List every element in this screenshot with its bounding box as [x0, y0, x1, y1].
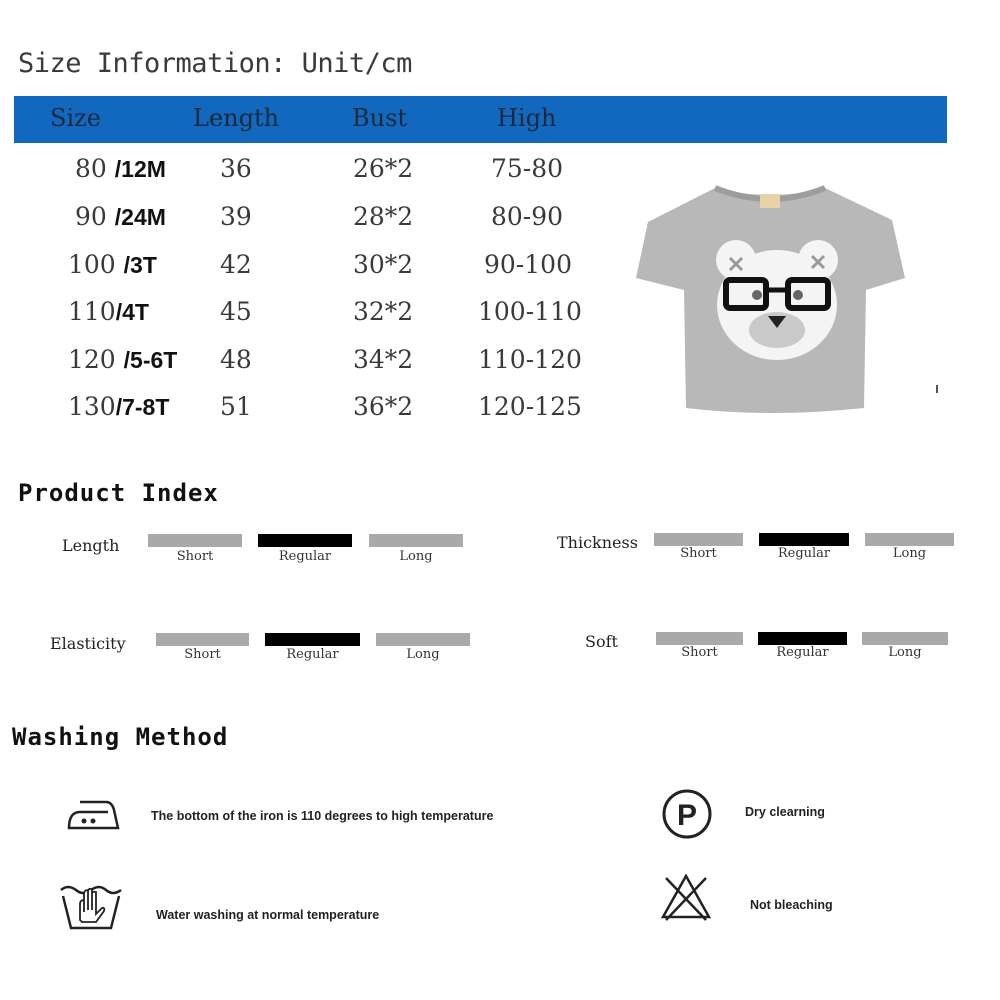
size-value: 100: [68, 250, 116, 279]
size-info-title: Size Information: Unit/cm: [18, 48, 412, 79]
row-size: [68, 297, 149, 326]
index-option-regular: Regular: [286, 647, 339, 662]
product-index-title: Product Index: [18, 479, 219, 507]
size-value: 90: [75, 202, 107, 231]
row-size: [68, 392, 169, 421]
row-bust: 34*2: [353, 345, 414, 374]
row-size: [75, 154, 166, 183]
row-length: 36: [220, 154, 252, 183]
index-label-length: Length: [62, 536, 120, 555]
index-option-long: Long: [888, 645, 922, 660]
row-size: [75, 202, 166, 231]
header-length: Length: [193, 104, 280, 132]
wash-text-hand-wash: Water washing at normal temperature: [156, 908, 380, 922]
index-bar-long: [376, 633, 470, 646]
index-label-elasticity: Elasticity: [50, 634, 126, 653]
hand-wash-icon: [58, 880, 124, 932]
index-option-regular: Regular: [278, 549, 332, 564]
age-value: /24M: [114, 204, 166, 230]
index-option-long: Long: [892, 546, 927, 561]
row-length: 42: [220, 250, 252, 279]
index-option-short: Short: [176, 549, 214, 564]
row-length: 48: [220, 345, 252, 374]
index-bar-long: [369, 534, 463, 547]
index-bar-regular: [265, 633, 360, 646]
row-bust: 30*2: [353, 250, 414, 279]
row-length: 45: [220, 297, 252, 326]
index-bar-long: [865, 533, 954, 546]
size-value: 130: [68, 392, 116, 421]
header-size: Size: [50, 104, 101, 132]
row-bust: 36*2: [353, 392, 414, 421]
stray-mark: [936, 385, 938, 393]
row-size: [68, 250, 157, 279]
index-option-short: Short: [680, 546, 717, 561]
size-value: 110: [68, 297, 116, 326]
index-option-short: Short: [681, 645, 718, 660]
index-option-short: Short: [184, 647, 221, 662]
header-high: High: [497, 104, 557, 132]
age-value: /12M: [114, 156, 166, 182]
index-option-long: Long: [406, 647, 440, 662]
row-high: 80-90: [491, 202, 564, 231]
wash-text-dry-clean: Dry clearning: [745, 805, 825, 819]
row-high: 110-120: [478, 345, 582, 374]
age-value: /7-8T: [115, 394, 170, 420]
row-bust: 32*2: [353, 297, 414, 326]
index-bar-regular: [759, 533, 849, 546]
index-label-soft: Soft: [585, 632, 618, 651]
row-high: 100-110: [478, 297, 582, 326]
svg-text:P: P: [676, 799, 698, 832]
index-bar-short: [656, 632, 743, 645]
index-bar-regular: [758, 632, 847, 645]
index-bar-long: [862, 632, 948, 645]
row-high: 90-100: [484, 250, 572, 279]
index-label-thickness: Thickness: [557, 533, 638, 552]
row-bust: 28*2: [353, 202, 414, 231]
wash-text-no-bleach: Not bleaching: [750, 898, 833, 912]
row-high: 75-80: [491, 154, 564, 183]
wash-text-iron: The bottom of the iron is 110 degrees to high temperature: [151, 809, 494, 823]
index-bar-short: [156, 633, 249, 646]
row-high: 120-125: [478, 392, 582, 421]
age-value: /5-6T: [123, 347, 178, 373]
no-bleach-icon: [660, 872, 712, 922]
row-size: [68, 345, 177, 374]
age-value: /3T: [123, 252, 157, 278]
index-bar-short: [148, 534, 242, 547]
index-option-long: Long: [399, 549, 433, 564]
size-value: 80: [75, 154, 107, 183]
dry-clean-p-icon: [660, 787, 714, 841]
row-length: 39: [220, 202, 252, 231]
size-value: 120: [68, 345, 116, 374]
iron-icon: [66, 796, 120, 832]
row-length: 51: [220, 392, 252, 421]
size-table-header: [14, 96, 947, 143]
washing-method-title: Washing Method: [12, 723, 229, 751]
index-option-regular: Regular: [777, 546, 831, 561]
tshirt-image: [630, 180, 910, 415]
index-bar-short: [654, 533, 743, 546]
tag-icon: [760, 194, 780, 208]
row-bust: 26*2: [353, 154, 414, 183]
age-value: /4T: [115, 299, 149, 325]
header-bust: Bust: [352, 104, 408, 132]
index-option-regular: Regular: [776, 645, 829, 660]
index-bar-regular: [258, 534, 352, 547]
